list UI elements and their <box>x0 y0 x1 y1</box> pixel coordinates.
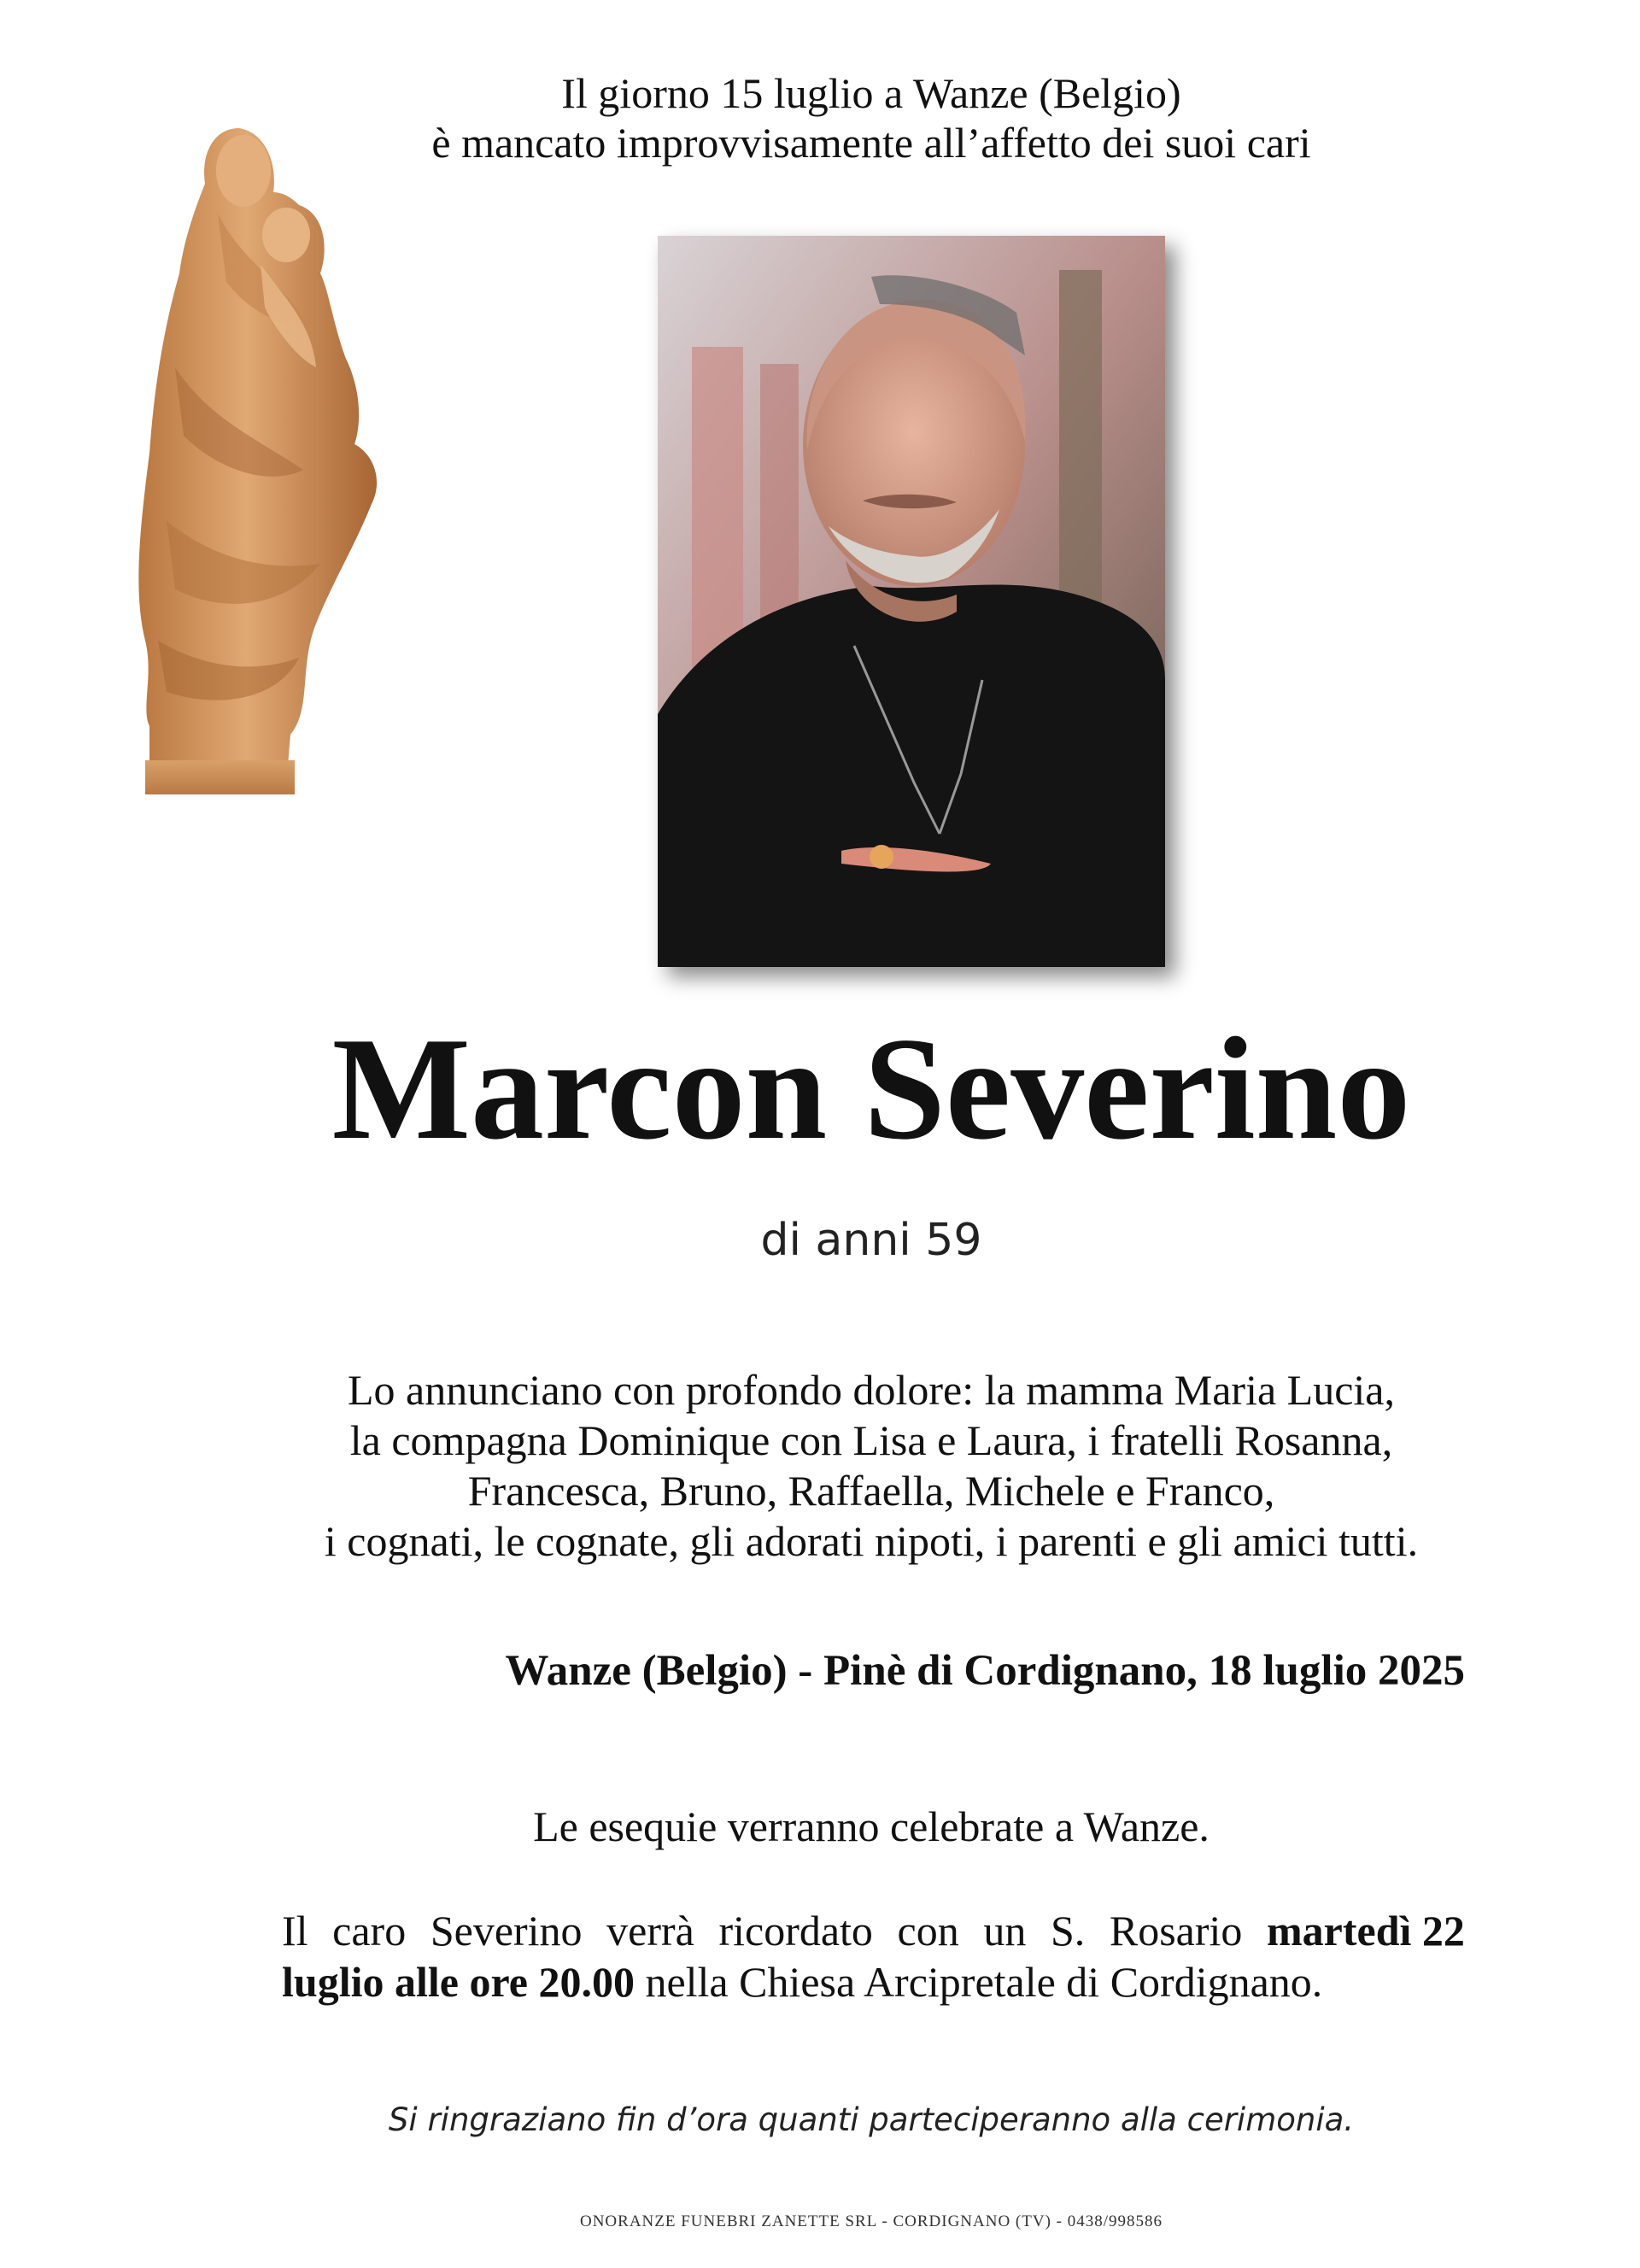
rosary-line-2 <box>282 1956 1465 2007</box>
rosary-word: verrà <box>606 1907 694 1954</box>
rosary-word: S. <box>1050 1907 1086 1954</box>
madonna-statue-image <box>115 111 393 803</box>
announcement-line-2: la compagna Dominique con Lisa e Laura, i fratelli Rosanna, <box>349 1416 1393 1464</box>
rosary-word: Il <box>282 1907 308 1954</box>
announcement-text <box>256 1365 1486 1567</box>
deceased-name: Marcon Severino <box>331 1008 1411 1170</box>
rosary-word: Severino <box>430 1907 583 1954</box>
intro-line-2: è mancato improvvisamente all’affetto dei suoi cari <box>431 119 1311 167</box>
thanks-note: Si ringraziano fin d’ora quanti parteciperanno alla cerimonia. <box>388 2101 1355 2138</box>
rosary-word: con <box>897 1907 959 1954</box>
rosary-word: caro <box>332 1907 407 1954</box>
place-and-date: Wanze (Belgio) - Pinè di Cordignano, 18 luglio 2025 <box>505 1647 1465 1695</box>
intro-line-1: Il giorno 15 luglio a Wanze (Belgio) <box>561 69 1181 117</box>
rosary-date-bold-2: luglio alle ore 20.00 <box>282 1958 635 2006</box>
rosary-word: Rosario <box>1109 1907 1243 1954</box>
funeral-notice: Le esequie verranno celebrate a Wanze. <box>533 1802 1210 1850</box>
rosary-word: un <box>983 1907 1027 1954</box>
announcement-line-3: Francesca, Bruno, Raffaella, Michele e Franco, <box>467 1467 1275 1515</box>
announcement-line-1: Lo annunciano con profondo dolore: la mamma Maria Lucia, <box>348 1366 1395 1414</box>
rosary-word: ricordato <box>718 1907 873 1954</box>
announcement-line-4: i cognati, le cognate, gli adorati nipoti, i parenti e gli amici tutti. <box>324 1517 1419 1565</box>
portrait-photo <box>658 236 1165 967</box>
rosary-location: nella Chiesa Arcipretale di Cordignano. <box>634 1958 1323 2006</box>
intro-text <box>325 68 1418 167</box>
rosary-line-1 <box>282 1905 1465 1956</box>
rosary-date-bold-1: martedì 22 <box>1267 1907 1465 1954</box>
funeral-home-footer: ONORANZE FUNEBRI ZANETTE SRL - CORDIGNANO (TV) - 0438/998586 <box>579 2212 1163 2230</box>
deceased-age: di anni 59 <box>760 1215 982 1266</box>
rosary-notice <box>282 1905 1465 2007</box>
